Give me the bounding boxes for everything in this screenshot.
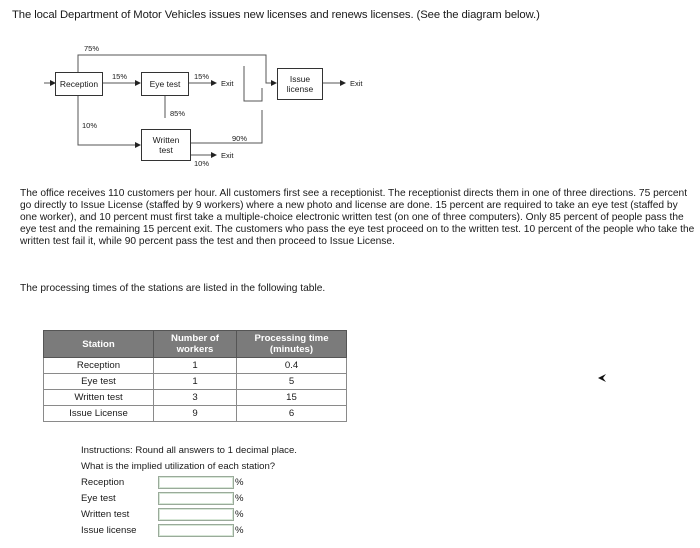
label-10-reception: 10% <box>82 121 98 130</box>
cell-station: Issue License <box>44 406 154 422</box>
label-15-eye-exit: 15% <box>194 72 210 81</box>
cell-workers: 1 <box>154 374 237 390</box>
issue-license-box-label: Issue license <box>286 74 314 94</box>
route-written-issue-line <box>190 110 262 143</box>
percent-unit: % <box>235 493 244 504</box>
reception-box <box>55 72 103 96</box>
eye-test-box-label: Eye test <box>149 79 181 89</box>
answer-row-issue-license <box>81 523 297 539</box>
table-intro: The processing times of the stations are listed in the following table. <box>20 283 326 294</box>
answer-label-issue-license: Issue license <box>81 525 137 536</box>
problem-title: The local Department of Motor Vehicles issues new licenses and renews licenses. (See the diagram below.) <box>12 9 540 21</box>
cell-workers: 1 <box>154 358 237 374</box>
table-row <box>44 390 347 406</box>
label-75: 75% <box>84 44 100 53</box>
cell-time: 6 <box>237 406 347 422</box>
table-header-row <box>44 331 347 358</box>
reception-box-label: Reception <box>59 79 99 89</box>
exit-label-2: Exit <box>221 151 234 160</box>
answer-label-written-test: Written test <box>81 509 130 520</box>
table-row <box>44 374 347 390</box>
problem-paragraph: The office receives 110 customers per hour. All customers first see a receptionist. The receptionist directs them in one of three directions. 75 percent go directly to Issue License (staffed by 9 workers) where a new photo and license are done. 15 percent are required to take an eye test (staffed by one worker), and 10 percent must first take a multiple-choice electronic written test (on one of three computers). Only 85 percent of people pass the eye test and the remaining 15 percent exit. The customers who pass the eye test proceed on to the written test. 10 percent of the people who take the written test fail it, while 90 percent pass the test and then proceed to Issue License. <box>20 188 695 247</box>
exit-label-1: Exit <box>221 79 234 88</box>
written-test-box-label: Written test <box>152 135 180 155</box>
cell-time: 0.4 <box>237 358 347 374</box>
flow-connectors <box>0 0 700 180</box>
cell-station: Reception <box>44 358 154 374</box>
process-flow-diagram <box>0 0 700 180</box>
label-10-written: 10% <box>194 159 210 168</box>
reception-utilization-input[interactable] <box>158 476 234 489</box>
table-row <box>44 406 347 422</box>
answer-row-reception <box>81 475 297 491</box>
cell-workers: 3 <box>154 390 237 406</box>
eye-test-box <box>141 72 189 96</box>
mouse-pointer-icon <box>597 373 607 383</box>
route-reception-written-arrow <box>78 92 140 145</box>
percent-unit: % <box>235 477 244 488</box>
exit-label-3: Exit <box>350 79 363 88</box>
cell-station: Eye test <box>44 374 154 390</box>
answer-label-eye-test: Eye test <box>81 493 116 504</box>
issue-license-box <box>277 68 323 100</box>
cell-time: 5 <box>237 374 347 390</box>
header-station: Station <box>44 331 154 358</box>
answer-label-reception: Reception <box>81 477 125 488</box>
instructions-block <box>81 443 297 539</box>
header-processing-time: Processing time (minutes) <box>237 331 347 358</box>
written-test-box <box>141 129 191 161</box>
bracket-line <box>244 66 262 101</box>
percent-unit: % <box>235 509 244 520</box>
instructions-question: What is the implied utilization of each station? <box>81 461 276 472</box>
instructions-round-note: Instructions: Round all answers to 1 decimal place. <box>81 445 297 456</box>
label-15-reception: 15% <box>112 72 128 81</box>
cell-time: 15 <box>237 390 347 406</box>
answer-row-eye-test <box>81 491 297 507</box>
answer-row-written-test <box>81 507 297 523</box>
cell-workers: 9 <box>154 406 237 422</box>
label-90: 90% <box>232 134 248 143</box>
eye-test-utilization-input[interactable] <box>158 492 234 505</box>
written-test-utilization-input[interactable] <box>158 508 234 521</box>
issue-license-utilization-input[interactable] <box>158 524 234 537</box>
percent-unit: % <box>235 525 244 536</box>
table-row <box>44 358 347 374</box>
cell-station: Written test <box>44 390 154 406</box>
header-workers: Number of workers <box>154 331 237 358</box>
station-table <box>43 330 347 422</box>
label-85: 85% <box>170 109 186 118</box>
